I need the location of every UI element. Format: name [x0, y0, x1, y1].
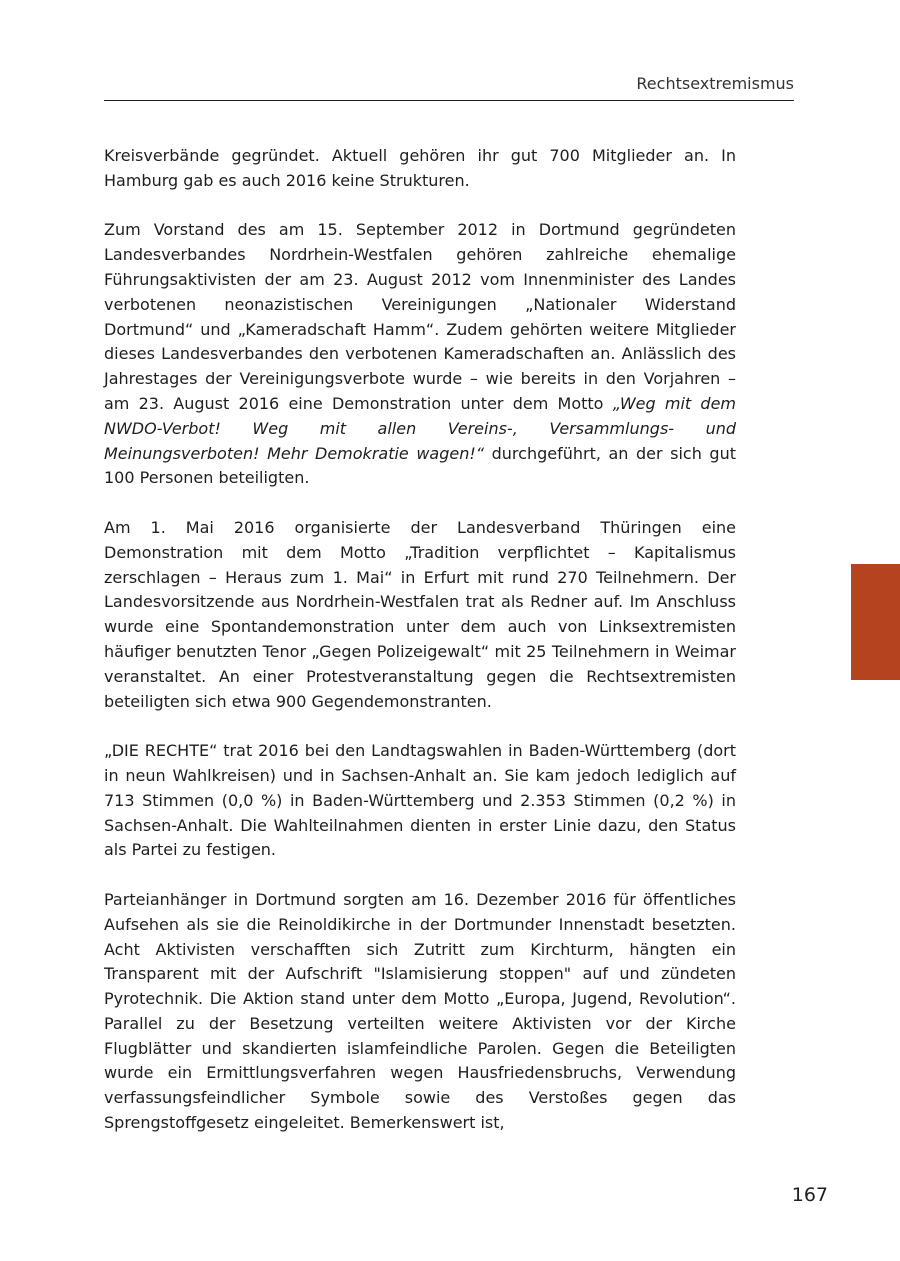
running-header: [104, 74, 794, 101]
chapter-side-tab: [851, 564, 900, 680]
running-header-title: Rechtsextremismus: [636, 74, 794, 93]
page-number: 167: [791, 1184, 828, 1206]
paragraph-2-end: durchgeführt, an der sich gut 100 Personen beteiligten.: [104, 443, 736, 488]
paragraph-2: [104, 218, 736, 491]
paragraph-2-motto: „Weg mit dem NWDO-Verbot! Weg mit allen Vereins-, Versammlungs- und Meinungsverboten! Mehr Demokratie wagen!“: [104, 393, 736, 463]
paragraph-5: Parteianhänger in Dortmund sorgten am 16. Dezember 2016 für öffentliches Aufsehen als sie die Reinoldikirche in der Dortmunder Innenstadt besetzten. Acht Aktivisten verschafften sich Zutritt zum Kirchturm, hängten ein Transparent mit der Aufschrift "Islamisierung stoppen" auf und zündeten Pyrotechnik. Die Aktion stand unter dem Motto „Europa, Jugend, Revolution“. Parallel zu der Besetzung verteilten weitere Aktivisten vor der Kirche Flugblätter und skandierten islamfeindliche Parolen. Gegen die Beteiligten wurde ein Ermittlungsverfahren wegen Hausfriedensbruchs, Verwendung verfassungsfeindlicher Symbole sowie des Verstoßes gegen das Sprengstoffgesetz eingeleitet. Bemerkenswert ist,: [104, 889, 736, 1133]
paragraph-3: Am 1. Mai 2016 organisierte der Landesverband Thüringen eine Demonstration mit dem Motto „Tradition verpflichtet – Kapitalismus zerschlagen – Heraus zum 1. Mai“ in Erfurt mit rund 270 Teilnehmern. Der Landesvorsitzende aus Nordrhein-Westfalen trat als Redner auf. Im Anschluss wurde eine Spontandemonstration unter dem auch von Linksextremisten häufiger benutzten Tenor „Gegen Polizeigewalt“ mit 25 Teilnehmern in Weimar veranstaltet. An einer Protestveranstaltung gegen die Rechtsextremisten beteiligten sich etwa 900 Gegendemonstranten.: [104, 517, 736, 711]
paragraph-4: „DIE RECHTE“ trat 2016 bei den Landtagswahlen in Baden-Württemberg (dort in neun Wahlkreisen) und in Sachsen-Anhalt an. Sie kam jedoch lediglich auf 713 Stimmen (0,0 %) in Baden-Württemberg und 2.353 Stimmen (0,2 %) in Sachsen-Anhalt. Die Wahlteilnahmen dienten in erster Linie dazu, den Status als Partei zu festigen.: [104, 741, 736, 860]
body-text: [104, 144, 736, 1161]
paragraph-2-intro: Zum Vorstand des am 15. September 2012 in Dortmund gegründeten Landesverbandes Nordrhein-Westfalen gehören zahlreiche ehemalige Führungsaktivisten der am 23. August 2012 vom Innenminister des Landes verbotenen neonazistischen Vereinigungen „Nationaler Widerstand Dortmund“ und „Kameradschaft Hamm“. Zudem gehörten weitere Mitglieder dieses Landesverbandes den verbotenen Kameradschaften an. Anlässlich des Jahrestages der Vereinigungsverbote wurde – wie bereits in den Vorjahren – am 23. August 2016 eine Demonstration unter dem Motto: [104, 220, 736, 413]
paragraph-1: Kreisverbände gegründet. Aktuell gehören ihr gut 700 Mitglieder an. In Hamburg gab es auch 2016 keine Strukturen.: [104, 146, 736, 190]
